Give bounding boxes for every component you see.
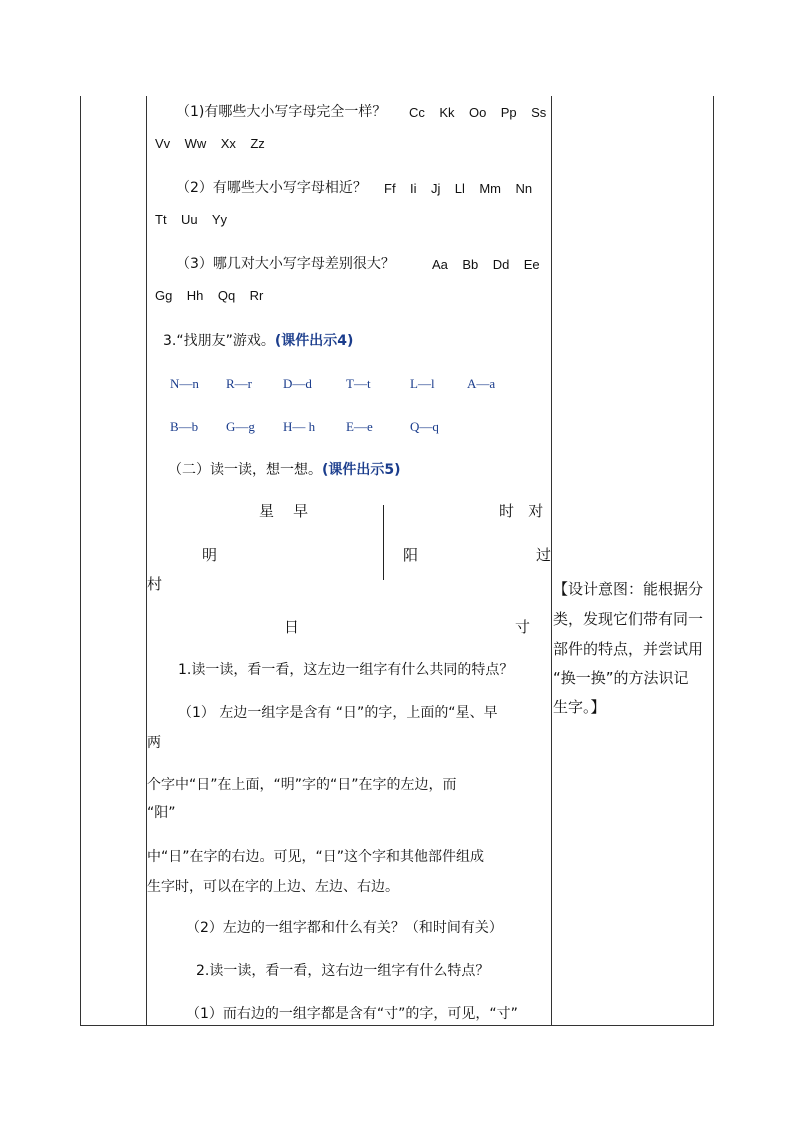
paragraph-3-cont: “阳”: [147, 805, 176, 821]
pair-item: G—g: [226, 419, 255, 434]
section-2-heading: （二）读一读，想一想。(课件出示5): [168, 462, 401, 478]
pair-item: T—t: [346, 376, 371, 391]
paragraph-1: 1.读一读，看一看，这左边一组字有什么共同的特点？: [178, 662, 514, 678]
paragraph-5: 生字时，可以在字的上边、左边、右边。: [147, 879, 399, 895]
question-3-letters-b: Gg Hh Qq Rr: [155, 288, 264, 303]
table-border-bottom: [80, 1025, 714, 1026]
paragraph-6: （2）左边的一组字都和什么有关？（和时间有关）: [186, 920, 503, 936]
design-note-line: 生字。】: [553, 698, 606, 716]
question-1: （1)有哪些大小写字母完全一样？: [176, 104, 387, 120]
char-guo: 过: [536, 546, 552, 564]
pair-item: N—n: [170, 376, 199, 391]
question-1-letters-b: Vv Ww Xx Zz: [155, 136, 265, 151]
pair-item: B—b: [170, 419, 199, 434]
table-border-left: [80, 96, 81, 1026]
group-divider: [383, 505, 384, 580]
design-note-line: 类，发现它们带有同一: [553, 610, 704, 628]
question-1-letters-a: Cc Kk Oo Pp Ss: [409, 105, 547, 120]
design-note-line: 部件的特点，并尝试用: [553, 640, 704, 658]
pair-item: L—l: [410, 376, 435, 391]
question-3: （3）哪几对大小写字母差别很大？: [176, 256, 395, 272]
table-border-col2: [551, 96, 552, 1026]
question-3-letters-a: Aa Bb Dd Ee: [432, 257, 540, 272]
paragraph-4: 中“日”在字的右边。可见，“日”这个字和其他部件组成: [147, 849, 485, 865]
char-shi-dui: 时 对: [499, 502, 544, 520]
pair-item: D—d: [283, 376, 312, 391]
question-2-letters-a: Ff Ii Jj Ll Mm Nn: [384, 181, 533, 196]
char-ming: 明: [202, 546, 218, 564]
paragraph-2: （1） 左边一组字是含有 “日”的字，上面的“星、早: [178, 705, 498, 721]
char-yang: 阳: [403, 546, 419, 564]
pair-item: A—a: [467, 376, 496, 391]
game-ref: (课件出示4): [274, 333, 354, 349]
paragraph-8: （1）而右边的一组字都是含有“寸”的字，可见，“寸”: [186, 1006, 518, 1022]
paragraph-7: 2.读一读，看一看，这右边一组字有什么特点？: [196, 963, 490, 979]
question-2: （2）有哪些大小写字母相近？: [176, 180, 367, 196]
table-border-right: [713, 96, 714, 1026]
pair-item: Q—q: [410, 419, 439, 434]
paragraph-3: 个字中“日”在上面，“明”字的“日”在字的左边，而: [147, 777, 457, 793]
char-cun-inch: 寸: [515, 618, 531, 636]
char-xing-zao: 星 早: [259, 502, 309, 520]
pair-item: H— h: [283, 419, 316, 434]
game-heading: 3.“找朋友”游戏。(课件出示4): [163, 333, 354, 349]
question-2-letters-b: Tt Uu Yy: [155, 212, 228, 227]
pair-item: E—e: [346, 419, 373, 434]
design-note-line: “换一换”的方法识记: [553, 669, 689, 687]
char-cun: 村: [147, 575, 163, 593]
section-2-ref: (课件出示5): [322, 462, 401, 478]
paragraph-2-cont: 两: [147, 735, 161, 751]
design-note-line: 【设计意图：能根据分: [553, 580, 704, 598]
char-ri: 日: [284, 618, 300, 636]
pair-item: R—r: [226, 376, 252, 391]
